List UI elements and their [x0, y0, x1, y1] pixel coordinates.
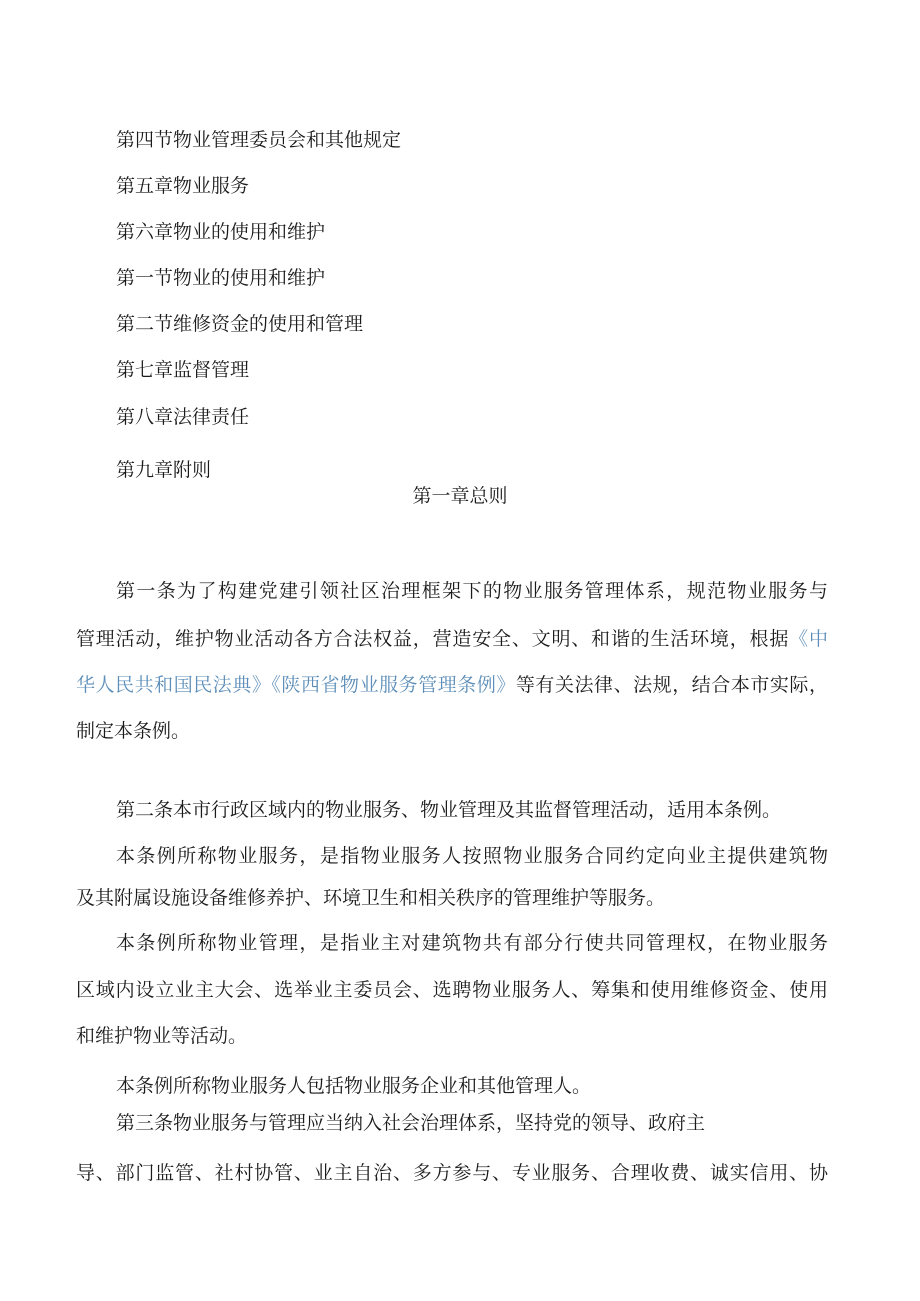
toc-item-section-4: 第四节物业管理委员会和其他规定: [116, 129, 402, 151]
toc-item-chapter-9: 第九章附则: [116, 459, 212, 481]
toc-item-section-1: 第一节物业的使用和维护: [116, 267, 326, 289]
article-1-line-3: [76, 674, 828, 696]
article-1-line-3-text: 等有关法律、法规，结合本市实际，: [515, 674, 828, 696]
article-1-line-4: 制定本条例。: [76, 720, 191, 742]
article-1-line-2: [76, 628, 828, 650]
article-2-para-3-line-2: 区域内设立业主大会、选举业主委员会、选聘物业服务人、筹集和使用维修资金、使用: [76, 979, 828, 1001]
law-reference-link-start[interactable]: 《中: [789, 628, 828, 650]
toc-item-chapter-8: 第八章法律责任: [116, 406, 250, 428]
article-1-line-1: 第一条为了构建党建引领社区治理框架下的物业服务管理体系，规范物业服务与: [116, 580, 828, 602]
article-2-para-2-line-2: 及其附属设施设备维修养护、环境卫生和相关秩序的管理维护等服务。: [76, 887, 666, 909]
article-2-para-3-line-1: 本条例所称物业管理，是指业主对建筑物共有部分行使共同管理权，在物业服务: [116, 932, 828, 954]
article-2-para-2-line-1: 本条例所称物业服务，是指物业服务人按照物业服务合同约定向业主提供建筑物: [116, 845, 828, 867]
article-3-line-1: 第三条物业服务与管理应当纳入社会治理体系，坚持党的领导、政府主: [116, 1112, 706, 1134]
toc-item-chapter-7: 第七章监督管理: [116, 359, 250, 381]
toc-item-section-2: 第二节维修资金的使用和管理: [116, 313, 364, 335]
toc-item-chapter-6: 第六章物业的使用和维护: [116, 221, 326, 243]
article-1-line-2-text: 管理活动，维护物业活动各方合法权益，营造安全、文明、和谐的生活环境，根据: [76, 628, 790, 650]
article-2-para-4-line-1: 本条例所称物业服务人包括物业服务企业和其他管理人。: [116, 1075, 592, 1097]
article-2-para-3-line-3: 和维护物业等活动。: [76, 1025, 248, 1047]
article-2-line-1: 第二条本市行政区域内的物业服务、物业管理及其监督管理活动，适用本条例。: [116, 799, 782, 821]
article-3-line-2: 导、部门监管、社村协管、业主自治、多方参与、专业服务、合理收费、诚实信用、协: [76, 1162, 828, 1184]
law-reference-link[interactable]: 华人民共和国民法典》《陕西省物业服务管理条例》: [76, 674, 516, 696]
chapter-title: 第一章总则: [412, 485, 508, 507]
toc-item-chapter-5: 第五章物业服务: [116, 175, 250, 197]
